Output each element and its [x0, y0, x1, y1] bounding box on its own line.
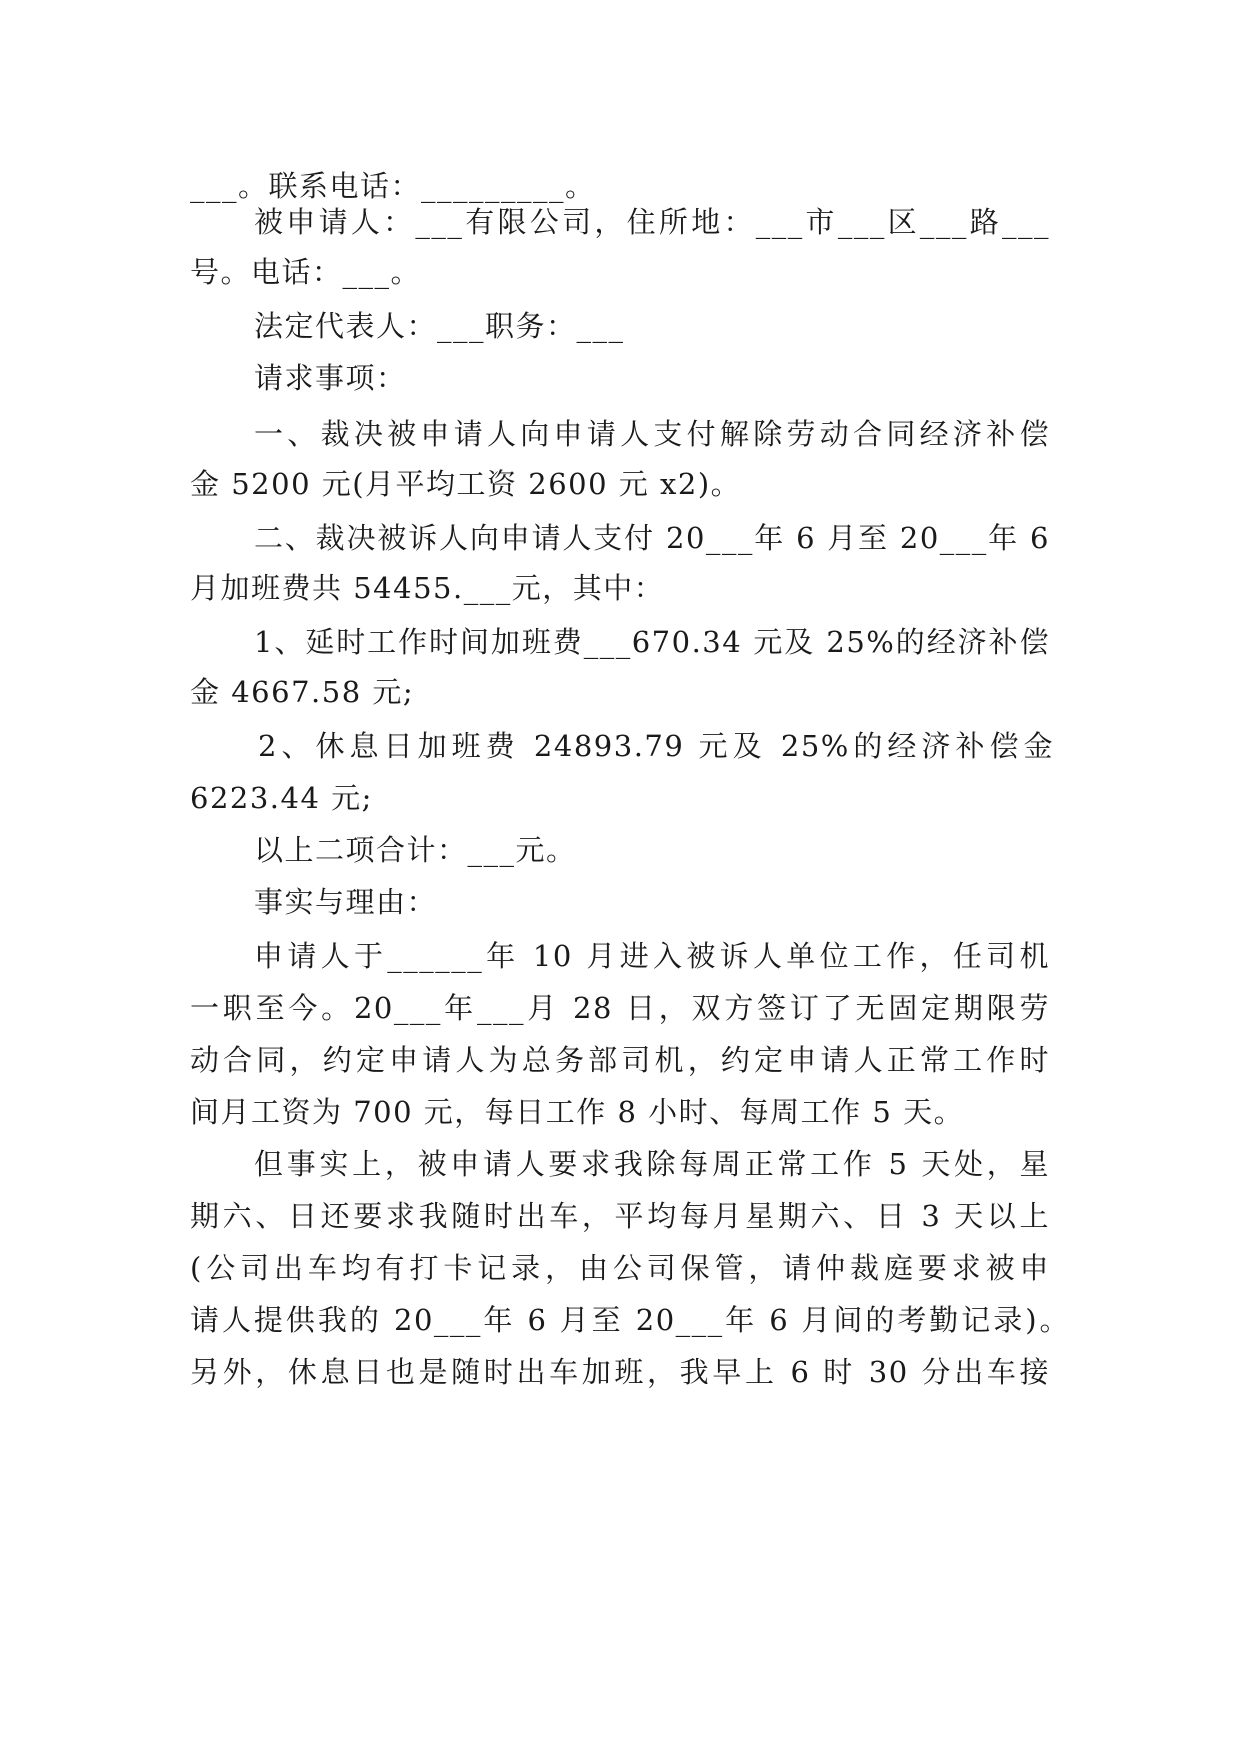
text-line: 间月工资为 700 元，每日工作 8 小时、每周工作 5 天。 [190, 1095, 965, 1129]
text-line: 金 5200 元(月平均工资 2600 元 x2)。 [190, 467, 742, 501]
text-line: 另外，休息日也是随时出车加班，我早上 6 时 30 分出车接 [190, 1355, 1050, 1389]
text-line: 1、延时工作时间加班费___670.34 元及 25%的经济补偿 [254, 625, 1050, 659]
text-line: 月加班费共 54455.___元，其中： [190, 571, 665, 605]
text-line: 一职至今。20___年___月 28 日，双方签订了无固定期限劳 [190, 991, 1050, 1025]
text-line: 期六、日还要求我随时出车，平均每月星期六、日 3 天以上 [190, 1199, 1050, 1233]
text-line: 号。电话：___。 [190, 255, 422, 289]
text-line: 法定代表人：___职务：___ [254, 309, 625, 343]
text-line: 但事实上，被申请人要求我除每周正常工作 5 天处，星 [254, 1147, 1050, 1181]
text-line: 金 4667.58 元; [190, 675, 415, 709]
text-line: 被申请人：___有限公司，住所地：___市___区___路___ [254, 205, 1050, 239]
text-line: 请求事项： [254, 361, 407, 395]
text-line: 请人提供我的 20___年 6 月至 20___年 6 月间的考勤记录)。 [190, 1303, 1070, 1337]
text-line: 6223.44 元; [190, 781, 373, 815]
text-line: 事实与理由： [254, 885, 438, 919]
text-line: 以上二项合计：___元。 [254, 833, 577, 867]
text-line: 二、裁决被诉人向申请人支付 20___年 6 月至 20___年 6 [254, 521, 1050, 555]
text-line: 一、裁决被申请人向申请人支付解除劳动合同经济补偿 [254, 417, 1050, 451]
text-line: (公司出车均有打卡记录，由公司保管，请仲裁庭要求被申 [190, 1251, 1050, 1285]
text-line: 申请人于______年 10 月进入被诉人单位工作，任司机 [254, 939, 1050, 973]
text-line: 动合同，约定申请人为总务部司机，约定申请人正常工作时 [190, 1043, 1050, 1077]
text-line: ___。联系电话：_________。 [190, 169, 596, 203]
text-line: 2、休息日加班费 24893.79 元及 25%的经济补偿金 [258, 729, 1054, 763]
